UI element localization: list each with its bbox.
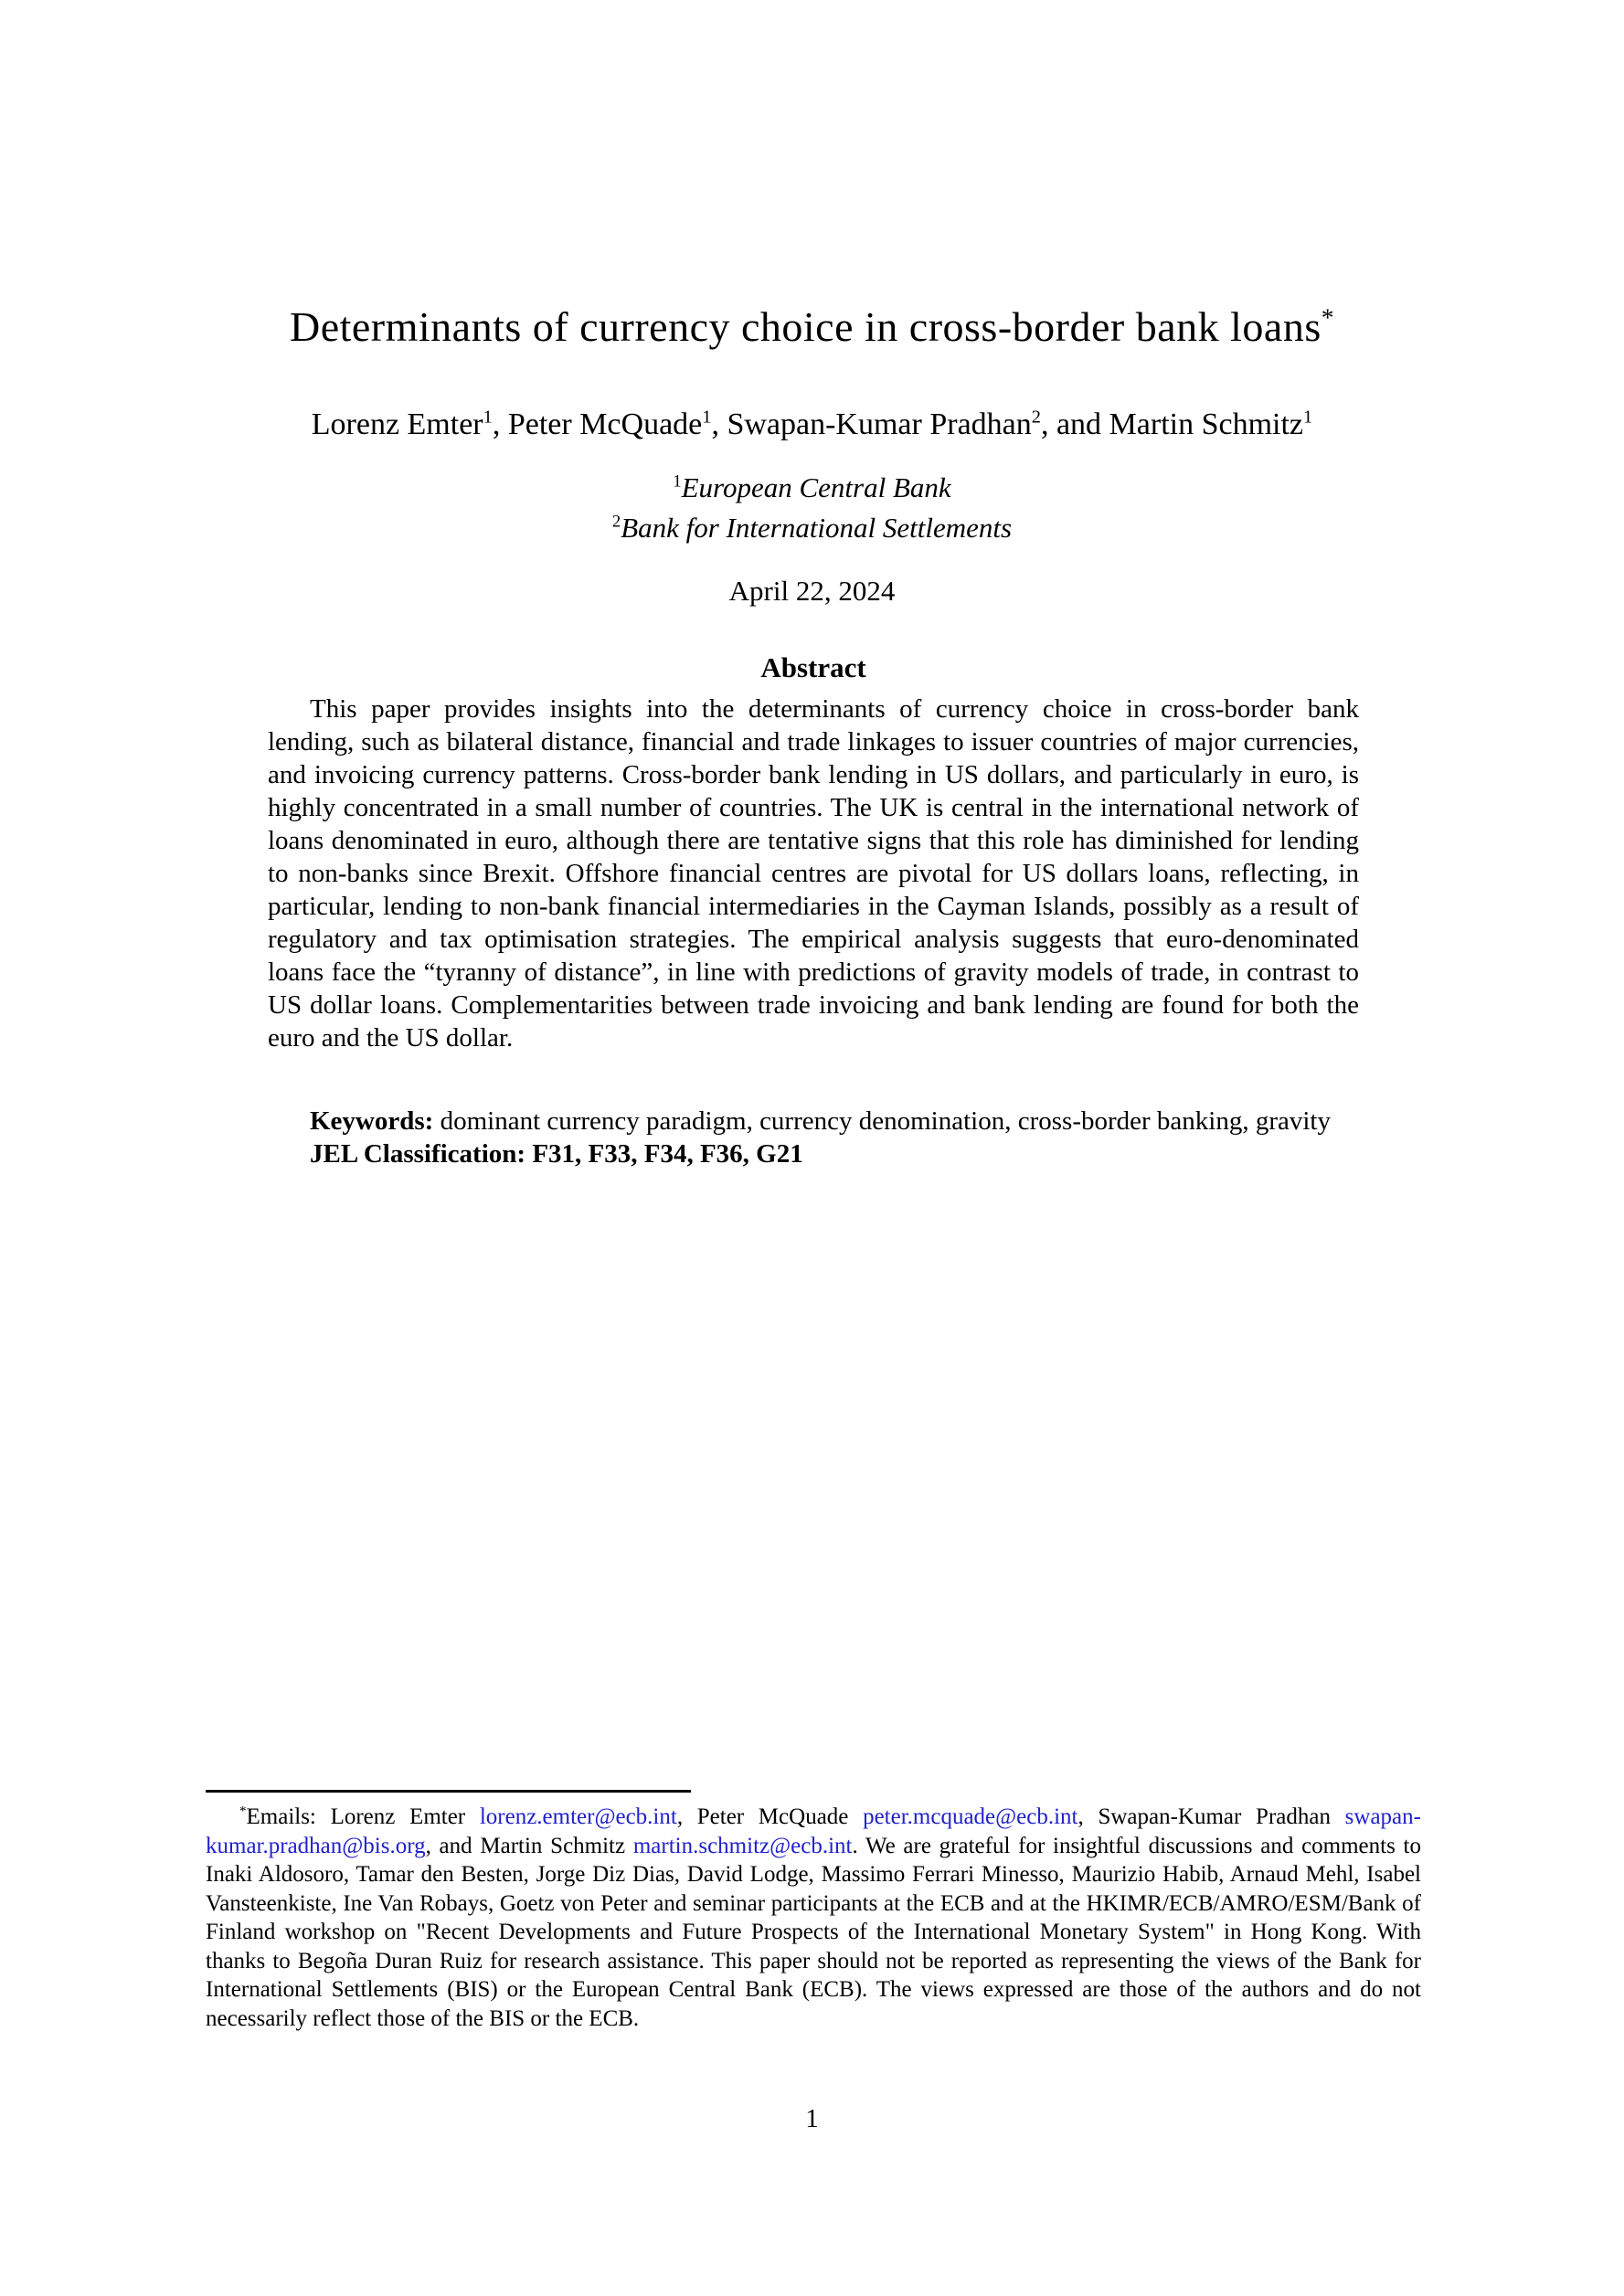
footnote-segment: , Peter McQuade	[676, 1804, 864, 1829]
affiliation-line	[0, 468, 1624, 508]
paper-title-text: Determinants of currency choice in cross-border bank loans	[289, 303, 1321, 350]
footnote-text	[206, 1803, 1421, 2033]
keywords-section	[268, 1105, 1359, 1170]
email-link-peter-mcquade[interactable]: peter.mcquade@ecb.int	[863, 1804, 1078, 1829]
keywords-text: dominant currency paradigm, currency denomination, cross-border banking, gravity	[440, 1106, 1331, 1136]
page-number: 1	[805, 2104, 819, 2133]
affiliation-marker: 2	[611, 512, 621, 532]
affiliation-name: European Central Bank	[681, 471, 951, 503]
footnote-segment: . We are grateful for insightful discussions and comments to Inaki Aldosoro, Tamar den Besten, Jorge Diz Dias, David Lodge, Massimo Ferrari Minesso, Maurizio Habib, Arnaud Mehl, Isabel Vansteenkiste, Ine Van Robays, Goetz von Peter and seminar participants at the ECB and at the HKIMR/ECB/AMRO/ESM/Bank of Finland workshop on "Recent Developments and Future Prospects of the International Monetary System" in Hong Kong. With thanks to Begoña Duran Ruiz for research assistance. This paper should not be reported as representing the views of the Bank for International Settlements (BIS) or the European Central Bank (ECB). The views expressed are those of the authors and do not necessarily reflect those of the BIS or the ECB.	[206, 1833, 1422, 2031]
author-separator: ,	[711, 407, 727, 441]
title-footnote-marker: *	[1321, 302, 1335, 332]
email-link-lorenz-emter[interactable]: lorenz.emter@ecb.int	[479, 1804, 677, 1829]
footnote-marker: *	[239, 1804, 247, 1819]
abstract-text: This paper provides insights into the determinants of currency choice in cross-border bank lending, such as bilateral distance, financial and trade linkages to issuer countries of major currencies, and invoicing currency patterns. Cross-border bank lending in US dollars, and particularly in euro, is highly concentrated in a small number of countries. The UK is central in the international network of loans denominated in euro, although there are tentative signs that this role has diminished for lending to non-banks since Brexit. Offshore financial centres are pivotal for US dollars loans, reflecting, in particular, lending to non-bank financial intermediaries in the Cayman Islands, possibly as a result of regulatory and tax optimisation strategies. The empirical analysis suggests that euro-denominated loans face the “tyranny of distance”, in line with predictions of gravity models of trade, in contrast to US dollar loans. Complementarities between trade invoicing and bank lending are found for both the euro and the US dollar.	[268, 694, 1359, 1053]
abstract-section	[268, 651, 1359, 1054]
author-name: Lorenz Emter	[311, 407, 483, 441]
footnote-segment: Emails: Lorenz Emter	[246, 1804, 480, 1829]
jel-values: F31, F33, F34, F36, G21	[532, 1139, 803, 1169]
keywords-line	[268, 1105, 1359, 1137]
affiliation-name: Bank for International Settlements	[621, 512, 1013, 544]
abstract-heading: Abstract	[760, 651, 866, 683]
jel-label: JEL Classification:	[310, 1139, 526, 1169]
author-separator: ,	[492, 407, 508, 441]
affiliations	[0, 468, 1624, 548]
author-name: Peter McQuade	[507, 407, 703, 441]
email-link-swapan-kumar-pradhan[interactable]: swapan-kumar.pradhan@bis.org	[206, 1804, 1421, 1858]
jel-line	[268, 1137, 1359, 1170]
affiliation-line	[0, 508, 1624, 548]
paper-title	[0, 302, 1624, 351]
author-affiliation-marker: 2	[1031, 407, 1041, 428]
author-affiliation-marker: 1	[483, 407, 493, 428]
author-separator: , and	[1040, 407, 1109, 441]
footnote-section	[206, 1790, 1421, 2033]
authors-line	[0, 407, 1624, 442]
footnote-segment: , Swapan-Kumar Pradhan	[1077, 1804, 1345, 1829]
footnote-segment: , and Martin Schmitz	[425, 1833, 633, 1858]
author-name: Swapan-Kumar Pradhan	[727, 407, 1032, 441]
author-affiliation-marker: 1	[702, 407, 712, 428]
author-affiliation-marker: 1	[1303, 407, 1313, 428]
author-name: Martin Schmitz	[1109, 407, 1304, 441]
keywords-label: Keywords:	[310, 1106, 434, 1136]
footnote-rule	[206, 1790, 691, 1793]
affiliation-marker: 1	[673, 471, 682, 492]
paper-date: April 22, 2024	[728, 575, 896, 607]
email-link-martin-schmitz[interactable]: martin.schmitz@ecb.int	[632, 1833, 853, 1858]
